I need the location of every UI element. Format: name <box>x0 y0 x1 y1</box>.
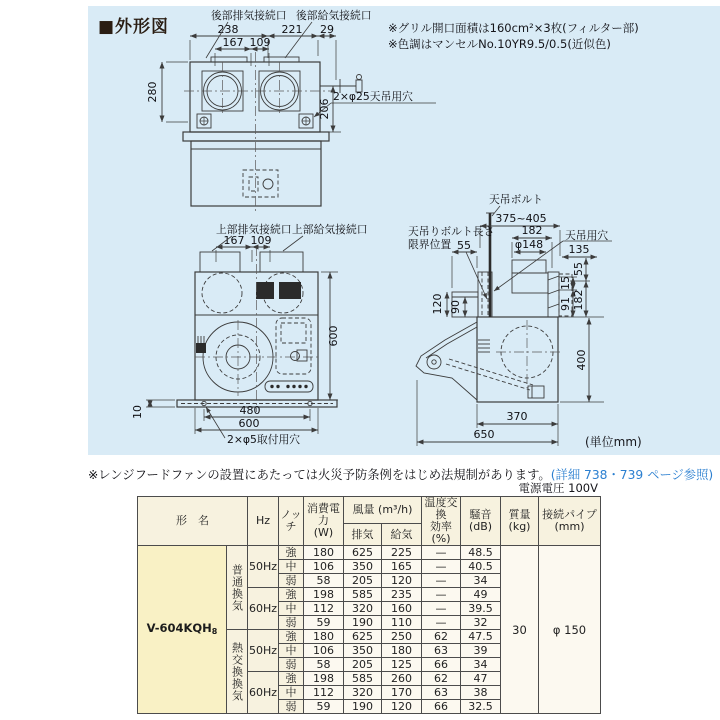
notch-cell: 強 <box>279 630 304 644</box>
page-title: ■外形図 <box>98 17 170 37</box>
front-supply-label: 上部給気接続口 <box>292 223 368 236</box>
dim-135: 135 <box>568 243 590 256</box>
header-mass: 質量 (kg) <box>501 497 539 546</box>
hz-cell: 60Hz <box>248 588 279 630</box>
color-note: ※色調はマンセルNo.10YR9.5/0.5(近似色) <box>388 37 611 51</box>
hz-cell: 50Hz <box>248 546 279 588</box>
spec-row: 60Hz 強 198 585 235 — 49 <box>138 588 601 602</box>
side-view-drawing <box>408 193 612 446</box>
front-exhaust-label: 上部排気接続口 <box>216 223 292 236</box>
hz-cell: 60Hz <box>248 672 279 714</box>
spec-row: 弱 59 190 120 66 32.5 <box>138 700 601 714</box>
dim-206: 206 <box>318 98 331 120</box>
spec-row: 弱 58 205 125 66 34 <box>138 658 601 672</box>
dim-91: 91 <box>559 297 572 311</box>
dim-90: 90 <box>449 300 462 314</box>
notch-cell: 弱 <box>279 574 304 588</box>
front-dim-109: 109 <box>250 234 272 247</box>
dim-182-top: 182 <box>521 224 543 237</box>
header-noise: 騒音 (dB) <box>461 497 501 546</box>
notch-cell: 強 <box>279 672 304 686</box>
header-exhaust: 排気 <box>344 524 382 546</box>
vent-type-cell: 熱交換換気 <box>227 630 248 714</box>
side-hole-label: 天吊用穴 <box>565 229 609 242</box>
bolt-limit-label-1: 天吊りボルト長さ <box>408 225 495 238</box>
spec-row: 熱交換換気 50Hz 強 180 625 250 62 47.5 <box>138 630 601 644</box>
dim-400: 400 <box>575 349 588 371</box>
dim-109: 109 <box>249 36 271 49</box>
front-dim-600w: 600 <box>238 417 260 430</box>
dim-15: 15 <box>559 276 572 290</box>
spec-row: 弱 59 190 110 — 32 <box>138 616 601 630</box>
spec-row: 中 106 350 165 — 40.5 <box>138 560 601 574</box>
unit-note: (単位mm) <box>585 435 642 449</box>
notch-cell: 弱 <box>279 700 304 714</box>
caution-page-ref: (詳細 738・739 ページ参照) <box>550 468 714 482</box>
spec-row: 中 112 320 160 — 39.5 <box>138 602 601 616</box>
vent-type-cell: 普通換気 <box>227 546 248 630</box>
bolt-limit-label-2: 限界位置 <box>408 238 452 251</box>
dim-148: φ148 <box>514 238 544 251</box>
caution-note <box>88 465 713 483</box>
spec-row: 中 112 320 170 63 38 <box>138 686 601 700</box>
front-dim-167: 167 <box>223 234 245 247</box>
dim-280: 280 <box>146 81 159 103</box>
header-airflow: 風量 (m³/h) <box>344 497 422 524</box>
mass-cell: 30 <box>501 546 539 714</box>
notch-cell: 弱 <box>279 616 304 630</box>
spec-row <box>138 546 601 560</box>
front-dim-10: 10 <box>131 405 144 419</box>
efficiency-cell: — <box>422 546 461 560</box>
power-supply-note: 電源電圧 100V <box>518 481 598 495</box>
rear-exhaust-label: 後部排気接続口 <box>211 9 287 22</box>
spec-row: 60Hz 強 198 585 260 62 47 <box>138 672 601 686</box>
front-view-drawing <box>131 222 368 446</box>
dim-29: 29 <box>320 23 334 36</box>
notch-cell: 中 <box>279 602 304 616</box>
header-notch: ノッチ <box>279 497 304 546</box>
notch-cell: 中 <box>279 560 304 574</box>
dim-167: 167 <box>222 36 244 49</box>
header-efficiency: 温度交換 効率(%) <box>422 497 461 546</box>
rear-view-drawing <box>146 8 436 212</box>
supply-cell: 225 <box>382 546 422 560</box>
exhaust-cell: 625 <box>344 546 382 560</box>
dim-221: 221 <box>281 23 303 36</box>
front-dim-480: 480 <box>239 404 261 417</box>
dim-370: 370 <box>506 410 528 423</box>
caution-text: ※レンジフードファンの設置にあたっては火災予防条例をはじめ法規制があります。 <box>88 468 551 482</box>
notch-cell: 強 <box>279 546 304 560</box>
spec-row: 中 106 350 180 63 39 <box>138 644 601 658</box>
header-hz: Hz <box>248 497 279 546</box>
bolt-label: 天吊ボルト <box>489 193 543 206</box>
header-pipe: 接続パイプ (mm) <box>539 497 601 546</box>
spec-row: 弱 58 205 120 — 34 <box>138 574 601 588</box>
spec-header-row-1 <box>138 497 601 524</box>
notch-cell: 強 <box>279 588 304 602</box>
dim-120: 120 <box>431 293 444 315</box>
dim-range: 375~405 <box>495 212 547 225</box>
spec-table <box>137 496 601 714</box>
dim-238: 238 <box>217 23 239 36</box>
rear-hole-label: 2×φ25天吊用穴 <box>333 90 413 103</box>
header-supply: 給気 <box>382 524 422 546</box>
front-dim-600h: 600 <box>327 325 340 347</box>
dim-650: 650 <box>473 428 495 441</box>
pipe-cell: φ 150 <box>539 546 601 714</box>
header-power: 消費電力 (W) <box>304 497 344 546</box>
dim-182-right: 182 <box>572 289 585 311</box>
front-hole-label: 2×φ5取付用穴 <box>227 433 301 446</box>
hz-cell: 50Hz <box>248 630 279 672</box>
notch-cell: 中 <box>279 644 304 658</box>
dim-55-right: 55 <box>572 262 585 276</box>
dim-55-left: 55 <box>457 239 471 252</box>
header-model: 形 名 <box>138 497 248 546</box>
power-cell: 180 <box>304 546 344 560</box>
rear-supply-label: 後部給気接続口 <box>296 9 372 22</box>
model-cell: $V-604KQH_8$ <box>138 546 227 714</box>
notch-cell: 弱 <box>279 658 304 672</box>
noise-cell: 48.5 <box>461 546 501 560</box>
grille-note: ※グリル開口面積は160cm²×3枚(フィルター部) <box>388 21 639 35</box>
notch-cell: 中 <box>279 686 304 700</box>
